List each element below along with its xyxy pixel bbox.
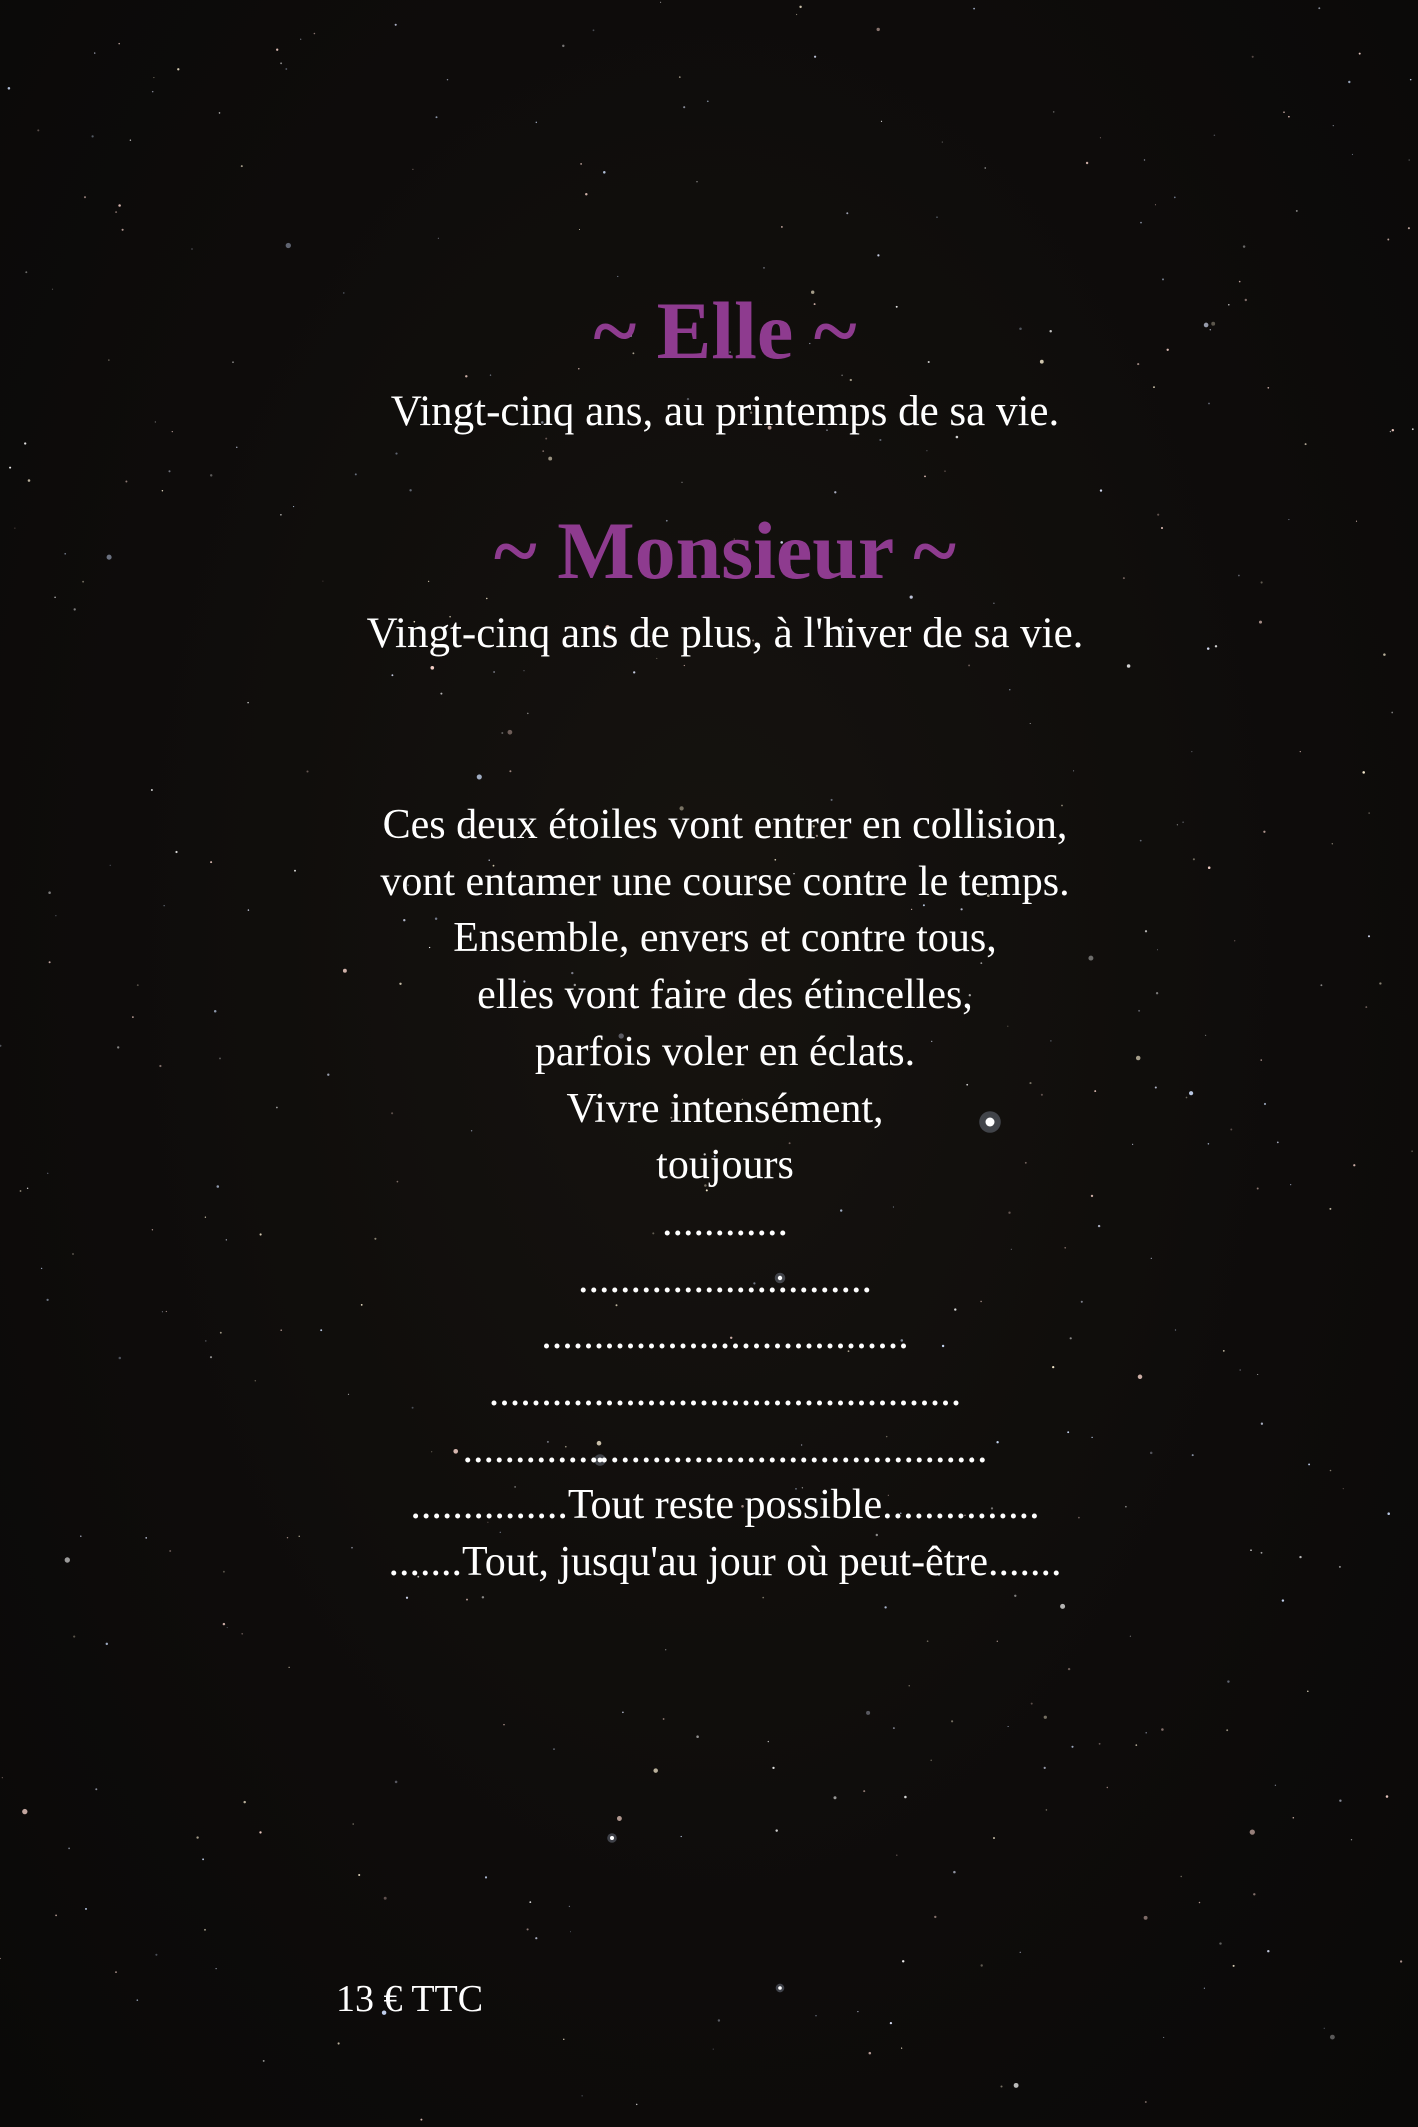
- poem-line: Ces deux étoiles vont entrer en collision,: [382, 802, 1068, 848]
- poem-line: ............: [662, 1198, 788, 1245]
- heading-elle: ~ Elle ~: [593, 285, 857, 376]
- poem-line: .......Tout, jusqu'au jour où peut-être.......: [388, 1539, 1062, 1586]
- poem-line: Ensemble, envers et contre tous,: [453, 915, 997, 962]
- poem-line: ..................................................: [462, 1425, 988, 1472]
- poem-line: vont entamer une course contre le temps.: [380, 858, 1070, 905]
- poem-block: [0, 797, 1418, 1591]
- poem-line: Vivre intensément,: [566, 1085, 884, 1132]
- poem-line: elles vont faire des étincelles,: [477, 972, 973, 1019]
- subtitle-monsieur: Vingt-cinq ans de plus, à l'hiver de sa vie.: [366, 610, 1084, 657]
- poem-line: ...............Tout reste possible...............: [410, 1482, 1040, 1529]
- poem-line: ............................: [578, 1255, 872, 1302]
- poem-line: toujours: [656, 1142, 794, 1189]
- subtitle-elle: Vingt-cinq ans, au printemps de sa vie.: [390, 388, 1060, 435]
- poem-line: .............................................: [488, 1369, 962, 1416]
- heading-monsieur: ~ Monsieur ~: [494, 505, 956, 596]
- poem-line: parfois voler en éclats.: [534, 1028, 916, 1075]
- price-label: 13 € TTC: [336, 1978, 484, 2020]
- poem-line: ...................................: [541, 1312, 909, 1359]
